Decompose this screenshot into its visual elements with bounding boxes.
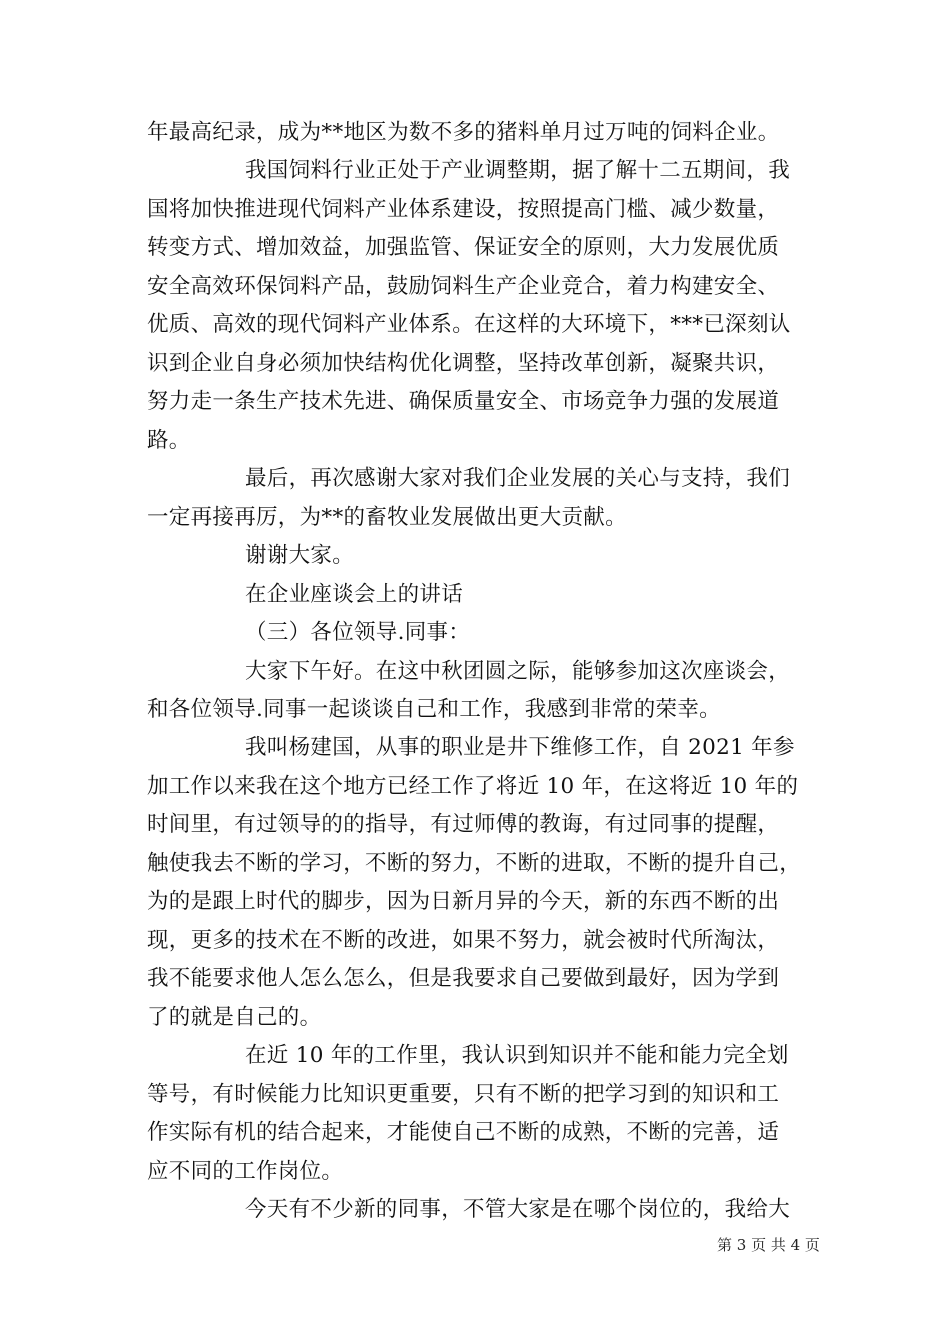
text-line: 一定再接再厉，为**的畜牧业发展做出更大贡献。 [147, 505, 627, 530]
text-line: 转变方式、增加效益，加强监管、保证安全的原则，大力发展优质 [147, 235, 780, 260]
text-line: 应不同的工作岗位。 [147, 1159, 344, 1184]
text-line: 谢谢大家。 [245, 543, 355, 568]
text-line: 我国饲料行业正处于产业调整期，据了解十二五期间，我 [245, 158, 791, 183]
text-line: 作实际有机的结合起来，才能使自己不断的成熟，不断的完善，适 [147, 1120, 780, 1145]
text-line: 今天有不少新的同事，不管大家是在哪个岗位的，我给大 [245, 1197, 791, 1222]
text-line: 我叫杨建国，从事的职业是井下维修工作，自 2021 年参 [245, 735, 795, 760]
text-line: 努力走一条生产技术先进、确保质量安全、市场竞争力强的发展道 [147, 389, 780, 414]
text-line: 年最高纪录，成为**地区为数不多的猪料单月过万吨的饲料企业。 [147, 120, 780, 145]
page-number-footer: 第 3 页 共 4 页 [717, 1236, 820, 1254]
text-line: 触使我去不断的学习，不断的努力，不断的进取，不断的提升自己， [147, 851, 802, 876]
text-line: 我不能要求他人怎么怎么，但是我要求自己要做到最好，因为学到 [147, 966, 780, 991]
text-line: 路。 [147, 428, 191, 453]
text-line: 现，更多的技术在不断的改进，如果不努力，就会被时代所淘汰， [147, 928, 780, 953]
text-line: 为的是跟上时代的脚步，因为日新月异的今天，新的东西不断的出 [147, 889, 780, 914]
text-line: 最后，再次感谢大家对我们企业发展的关心与支持，我们 [245, 466, 791, 491]
text-line: 了的就是自己的。 [147, 1005, 322, 1030]
text-line: 在近 10 年的工作里，我认识到知识并不能和能力完全划 [245, 1043, 789, 1068]
text-line: 安全高效环保饲料产品，鼓励饲料生产企业竞合，着力构建安全、 [147, 274, 780, 299]
text-line: 时间里，有过领导的的指导，有过师傅的教诲，有过同事的提醒， [147, 812, 780, 837]
text-line: 大家下午好。在这中秋团圆之际，能够参加这次座谈会， [245, 659, 791, 684]
text-line: 和各位领导.同事一起谈谈自己和工作，我感到非常的荣幸。 [147, 697, 721, 722]
text-line: 优质、高效的现代饲料产业体系。在这样的大环境下，***已深刻认 [147, 312, 791, 337]
text-line: 国将加快推进现代饲料产业体系建设，按照提高门槛、减少数量， [147, 197, 780, 222]
text-line: 识到企业自身必须加快结构优化调整，坚持改革创新，凝聚共识， [147, 351, 780, 376]
text-line: 等号，有时候能力比知识更重要，只有不断的把学习到的知识和工 [147, 1082, 780, 1107]
section-title: 在企业座谈会上的讲话 [245, 582, 464, 607]
text-line: 加工作以来我在这个地方已经工作了将近 10 年，在这将近 10 年的 [147, 774, 799, 799]
salutation: （三）各位领导.同事： [245, 620, 471, 645]
